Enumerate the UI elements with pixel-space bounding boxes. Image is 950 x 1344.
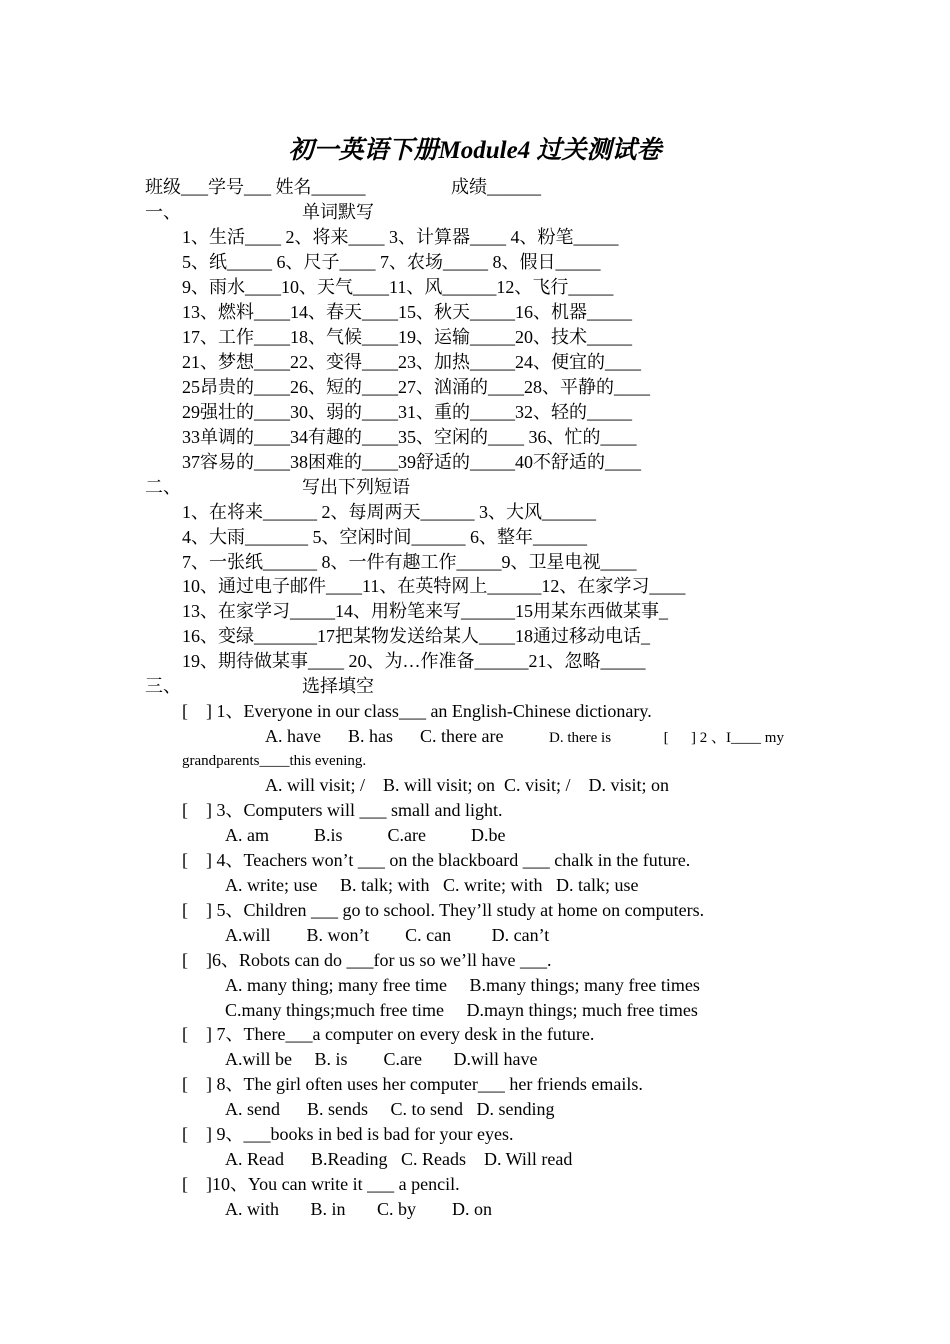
vocab-line: 21、梦想____22、变得____23、加热_____24、便宜的____	[182, 352, 641, 372]
page-title: 初一英语下册Module4 过关测试卷	[288, 137, 662, 164]
vocab-line: 9、雨水____10、天气____11、风______12、飞行_____	[182, 277, 614, 297]
question-stem: [ ] 7、There___a computer on every desk in the future.	[182, 1024, 595, 1044]
question-stem: [ ] 9、___books in bed is bad for your eyes.	[182, 1124, 514, 1144]
question-options: A. with B. in C. by D. on	[225, 1199, 493, 1219]
vocab-line: 37容易的____38困难的____39舒适的_____40不舒适的____	[182, 452, 641, 472]
phrase-line: 7、一张纸______ 8、一件有趣工作_____9、卫星电视____	[182, 552, 637, 572]
question-options: A.will be B. is C.are D.will have	[225, 1049, 538, 1069]
vocab-line: 29强壮的____30、弱的____31、重的_____32、轻的_____	[182, 402, 632, 422]
question-stem: [ ] 1、Everyone in our class___ an English-Chinese dictionary.	[182, 701, 652, 721]
question-options: A. send B. sends C. to send D. sending	[225, 1099, 555, 1119]
phrase-line: 19、期待做某事____ 20、为…作准备______21、忽略_____	[182, 651, 646, 671]
question-options: C.many things;much free time D.mayn things; much free times	[225, 1000, 698, 1020]
question-stem: [ ]6、Robots can do ___for us so we’ll have ___.	[182, 950, 552, 970]
question-stem: [ ] 3、Computers will ___ small and light.	[182, 800, 503, 820]
section-title: 单词默写	[302, 202, 374, 222]
question-options: A. will visit; / B. will visit; on C. visit; / D. visit; on	[265, 775, 670, 795]
question-options: A.will B. won’t C. can D. can’t	[225, 925, 550, 945]
phrase-line: 4、大雨_______ 5、空闲时间______ 6、整年______	[182, 527, 587, 547]
section-number: 三、	[145, 676, 181, 696]
question-stem: [ ]10、You can write it ___ a pencil.	[182, 1174, 460, 1194]
section-title: 写出下列短语	[302, 477, 410, 497]
question-options: D. there is [ ] 2 、I____ my	[549, 730, 784, 746]
section-number: 二、	[145, 477, 181, 497]
phrase-line: 16、变绿_______17把某物发送给某人____18通过移动电话_	[182, 626, 650, 646]
vocab-line: 25昂贵的____26、短的____27、汹涌的____28、平静的____	[182, 377, 650, 397]
question-stem: grandparents____this evening.	[182, 753, 367, 769]
vocab-line: 17、工作____18、气候____19、运输_____20、技术_____	[182, 327, 632, 347]
question-options: A. write; use B. talk; with C. write; with D. talk; use	[225, 875, 639, 895]
student-info-line: 班级___学号___ 姓名______ 成绩______	[145, 177, 541, 197]
phrase-line: 13、在家学习_____14、用粉笔来写______15用某东西做某事_	[182, 601, 668, 621]
section-title: 选择填空	[302, 676, 374, 696]
vocab-line: 1、生活____ 2、将来____ 3、计算器____ 4、粉笔_____	[182, 227, 619, 247]
question-options: A. am B.is C.are D.be	[225, 825, 506, 845]
phrase-line: 10、通过电子邮件____11、在英特网上______12、在家学习____	[182, 576, 686, 596]
question-options: A. have B. has C. there are	[265, 726, 504, 746]
section-number: 一、	[145, 202, 181, 222]
vocab-line: 33单调的____34有趣的____35、空闲的____ 36、忙的____	[182, 427, 637, 447]
vocab-line: 5、纸_____ 6、尺子____ 7、农场_____ 8、假日_____	[182, 252, 601, 272]
question-stem: [ ] 8、The girl often uses her computer___ her friends emails.	[182, 1074, 643, 1094]
question-stem: [ ] 4、Teachers won’t ___ on the blackboard ___ chalk in the future.	[182, 850, 691, 870]
question-stem: [ ] 5、Children ___ go to school. They’ll study at home on computers.	[182, 900, 705, 920]
phrase-line: 1、在将来______ 2、每周两天______ 3、大风______	[182, 502, 596, 522]
vocab-line: 13、燃料____14、春天____15、秋天_____16、机器_____	[182, 302, 632, 322]
question-options: A. many thing; many free time B.many things; many free times	[225, 975, 700, 995]
question-options: A. Read B.Reading C. Reads D. Will read	[225, 1149, 573, 1169]
